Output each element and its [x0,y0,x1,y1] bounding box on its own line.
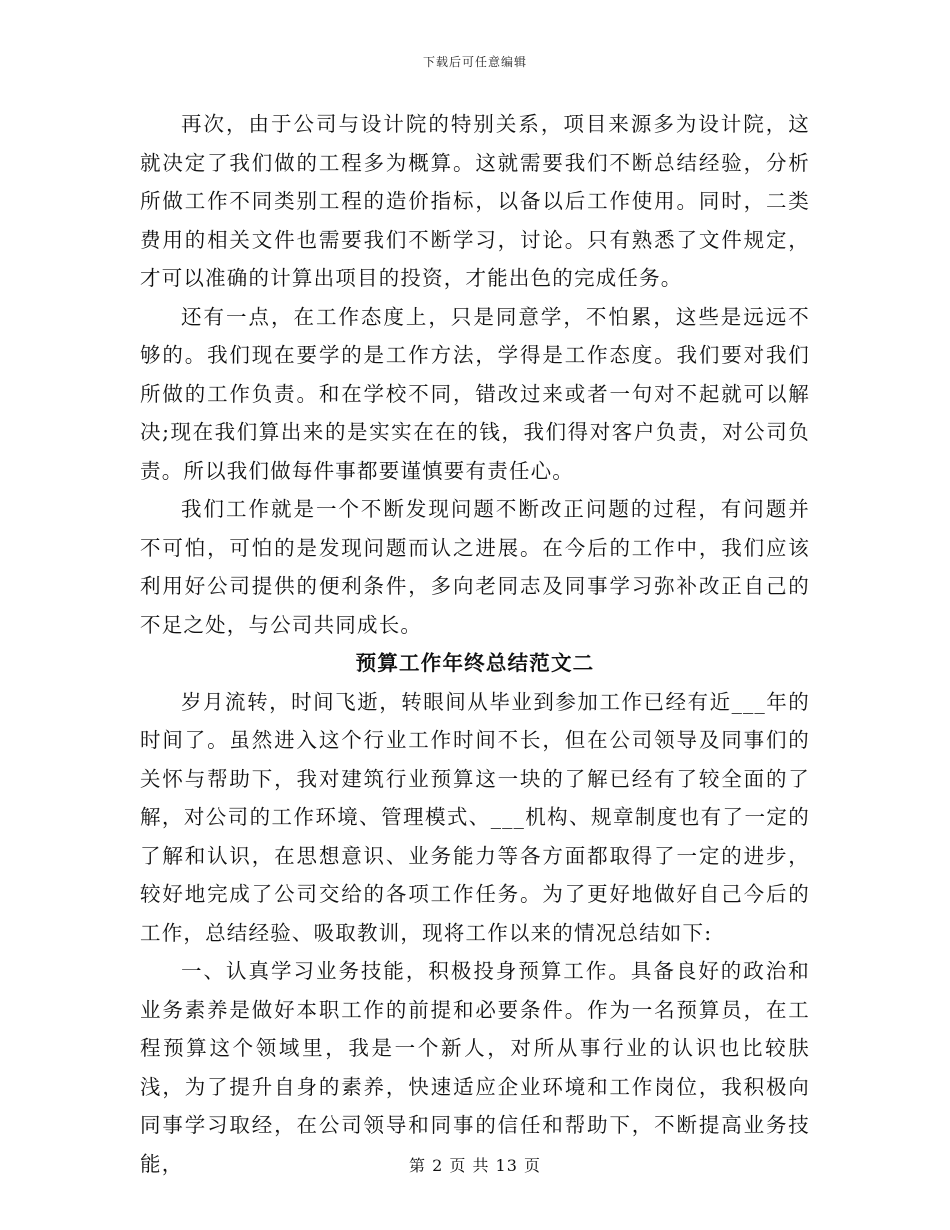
section-paragraph-1: 岁月流转，时间飞逝，转眼间从毕业到参加工作已经有近___年的时间了。虽然进入这个行业工作时间不长，但在公司领导及同事们的关怀与帮助下，我对建筑行业预算这一块的了解已经有了较全面的了解，对公司的工作环境、管理模式、___机构、规章制度也有了一定的了解和认识，在思想意识、业务能力等各方面都取得了一定的进步，较好地完成了公司交给的各项工作任务。为了更好地做好自己今后的工作，总结经验、吸取教训，现将工作以来的情况总结如下: [140,689,810,945]
paragraph-3: 我们工作就是一个不断发现问题不断改正问题的过程，有问题并不可怕，可怕的是发现问题而认之进展。在今后的工作中，我们应该利用好公司提供的便利条件，多向老同志及同事学习弥补改正自己的不足之处，与公司共同成长。 [140,497,810,637]
document-body [140,105,810,1183]
section-title: 预算工作年终总结范文二 [355,651,595,675]
paragraph-1: 再次，由于公司与设计院的特别关系，项目来源多为设计院，这就决定了我们做的工程多为概算。这就需要我们不断总结经验，分析所做工作不同类别工程的造价指标，以备以后工作使用。同时，二类费用的相关文件也需要我们不断学习，讨论。只有熟悉了文件规定，才可以准确的计算出项目的投资，才能出色的完成任务。 [140,112,810,290]
page-number-footer: 第 2 页 共 13 页 [409,1156,541,1175]
paragraph-2: 还有一点，在工作态度上，只是同意学，不怕累，这些是远远不够的。我们现在要学的是工作方法，学得是工作态度。我们要对我们所做的工作负责。和在学校不同，错改过来或者一句对不起就可以解决;现在我们算出来的是实实在在的钱，我们得对客户负责，对公司负责。所以我们做每件事都要谨慎要有责任心。 [140,304,810,483]
page-header-note: 下载后可任意编辑 [422,55,527,69]
section-paragraph-2: 一、认真学习业务技能，积极投身预算工作。具备良好的政治和业务素养是做好本职工作的前提和必要条件。作为一名预算员，在工程预算这个领域里，我是一个新人，对所从事行业的认识也比较肤浅，为了提升自身的素养，快速适应企业环境和工作岗位，我积极向同事学习取经，在公司领导和同事的信任和帮助下，不断提高业务技能， [140,959,810,1176]
